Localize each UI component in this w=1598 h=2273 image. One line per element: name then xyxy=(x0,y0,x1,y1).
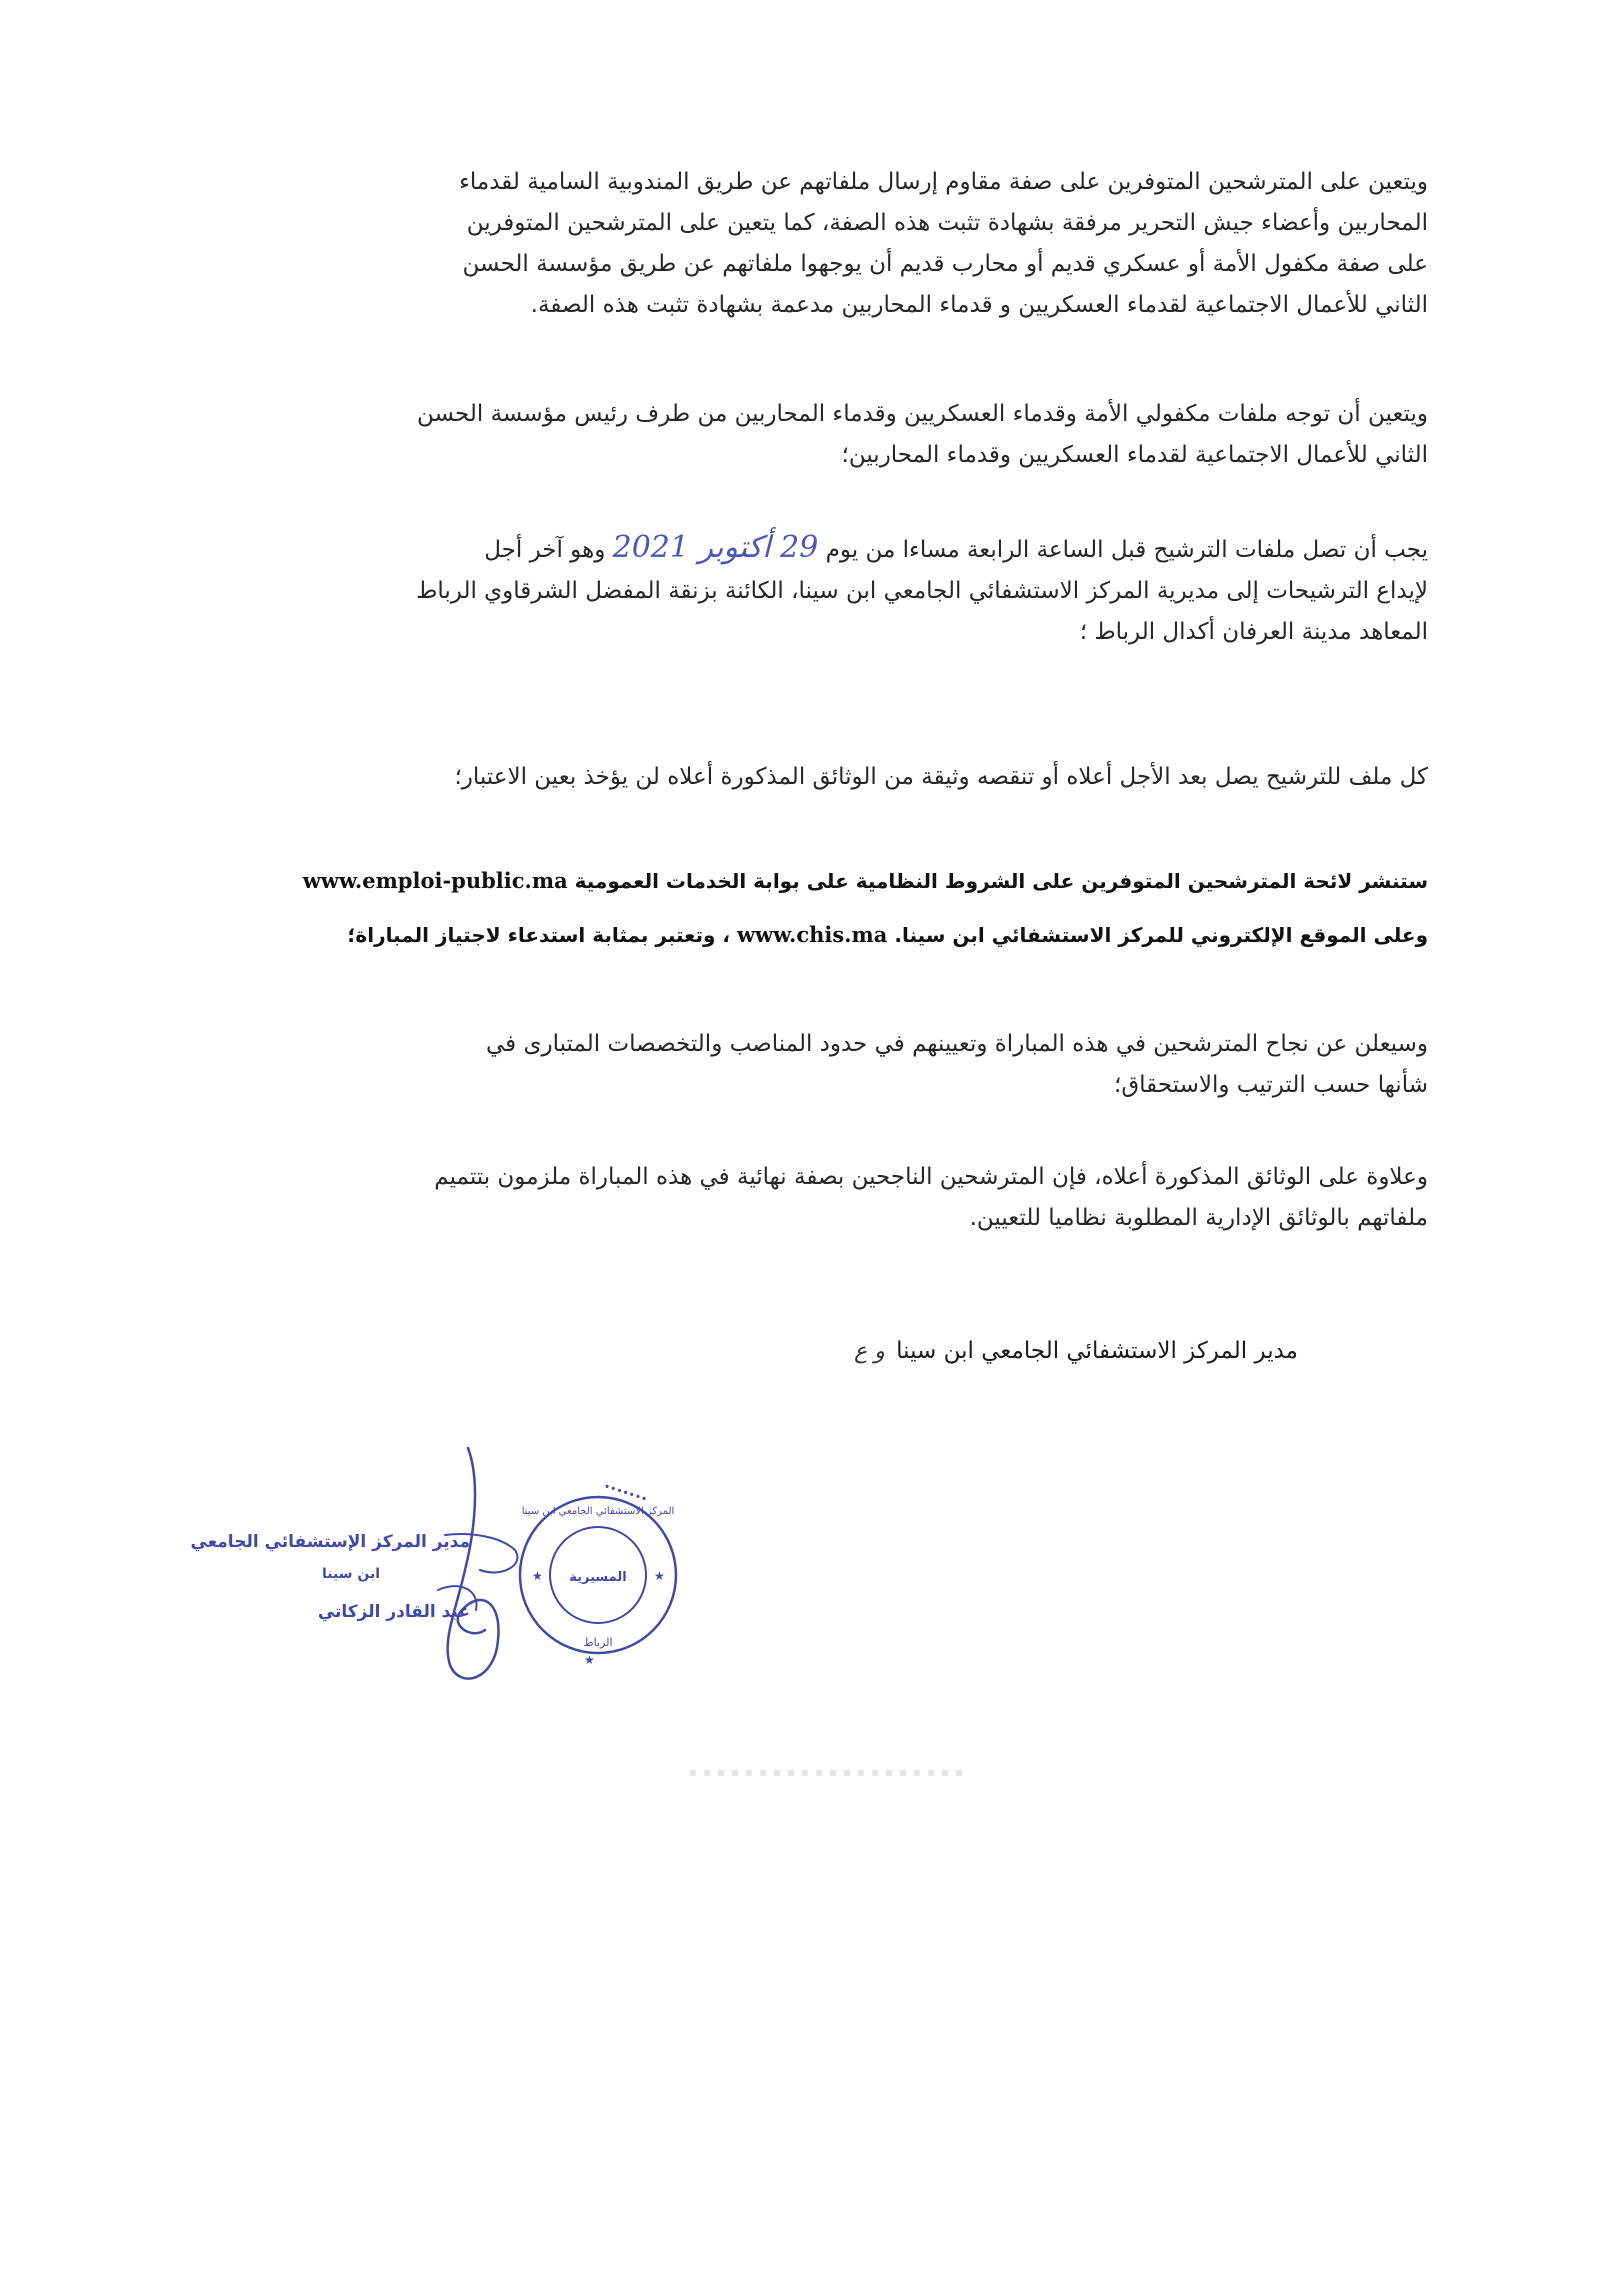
paragraph-publication xyxy=(168,854,1428,962)
paragraph-line: الثاني للأعمال الاجتماعية لقدماء العسكريين وقدماء المحاربين؛ xyxy=(841,442,1428,468)
emploi-public-url[interactable]: www.emploi-public.ma xyxy=(302,868,568,893)
paragraph-line: وعلاوة على الوثائق المذكورة أعلاه، فإن المترشحين الناجحين بصفة نهائية في هذه المباراة ملزمون بتتميم xyxy=(434,1164,1428,1190)
publication-text: وعلى الموقع الإلكتروني للمركز الاستشفائي ابن سينا. xyxy=(894,923,1428,947)
paragraph-additional-documents xyxy=(168,1157,1428,1239)
paragraph-line: ملفاتهم بالوثائق الإدارية المطلوبة نظاميا للتعيين. xyxy=(969,1205,1428,1231)
paragraph-line: كل ملف للترشيح يصل بعد الأجل أعلاه أو تنقصه وثيقة من الوثائق المذكورة أعلاه لن يؤخذ بعين الاعتبار؛ xyxy=(454,764,1428,790)
paragraph-deadline xyxy=(168,527,1428,653)
paragraph-resistance-candidates xyxy=(168,162,1428,326)
paragraph-line xyxy=(168,527,1428,571)
paragraph-line xyxy=(168,854,1428,908)
publication-text: ستنشر لائحة المترشحين المتوفرين على الشروط النظامية على بوابة الخدمات العمومية xyxy=(574,869,1428,893)
svg-text:★: ★ xyxy=(654,1569,665,1583)
stamp-line-title: مدير المركز الإستشفائي الجامعي xyxy=(190,1532,470,1552)
signature-title xyxy=(854,1338,1298,1364)
paragraph-results xyxy=(168,1024,1428,1106)
scan-artifact xyxy=(690,1770,970,1776)
deadline-text-after: وهو آخر أجل xyxy=(484,537,606,563)
seal-icon xyxy=(520,1480,676,1667)
paragraph-foundation-files xyxy=(168,394,1428,476)
handwritten-date: 29 أكتوبر 2021 xyxy=(612,530,819,565)
paragraph-line: المحاربين وأعضاء جيش التحرير مرفقة بشهادة تثبت هذه الصفة، كما يتعين على المترشحين المتوفرين xyxy=(466,210,1428,236)
paragraph-line: شأنها حسب الترتيب والاستحقاق؛ xyxy=(1114,1072,1428,1098)
svg-text:★: ★ xyxy=(584,1653,595,1667)
svg-text:المسيرية: المسيرية xyxy=(569,1570,627,1585)
paragraph-line: المعاهد مدينة العرفان أكدال الرباط ؛ xyxy=(1079,619,1428,645)
svg-text:•••••••: ••••••• xyxy=(601,1479,650,1507)
paragraph-line xyxy=(168,908,1428,962)
paragraph-line: لإيداع الترشيحات إلى مديرية المركز الاستشفائي الجامعي ابن سينا، الكائنة بزنقة المفضل الشرقاوي الرباط xyxy=(416,578,1428,604)
stamp-line-signatory: عبد القادر الزكاتي xyxy=(317,1602,470,1622)
paragraph-line: على صفة مكفول الأمة أو عسكري قديم أو محارب قديم أن يوجهوا ملفاتهم عن طريق مؤسسة الحسن xyxy=(462,251,1428,277)
paragraph-line: ويتعين على المترشحين المتوفرين على صفة مقاوم إرسال ملفاتهم عن طريق المندوبية السامية لقدماء xyxy=(459,169,1428,195)
paragraph-late-files xyxy=(168,757,1428,798)
svg-text:الرباط: الرباط xyxy=(583,1636,613,1649)
deadline-text-before: يجب أن تصل ملفات الترشيح قبل الساعة الرابعة مساءا من يوم xyxy=(825,537,1428,563)
publication-text: ، وتعتبر بمثابة استدعاء لاجتياز المباراة؛ xyxy=(347,923,730,947)
paragraph-line: ويتعين أن توجه ملفات مكفولي الأمة وقدماء العسكريين وقدماء المحاربين من طرف رئيس مؤسسة الحسن xyxy=(417,401,1428,427)
stamp-line-name: ابن سينا xyxy=(322,1566,380,1582)
paragraph-line: وسيعلن عن نجاح المترشحين في هذه المباراة وتعيينهم في حدود المناصب والتخصصات المتبارى في xyxy=(485,1031,1428,1057)
paragraph-line: الثاني للأعمال الاجتماعية لقدماء العسكريين و قدماء المحاربين مدعمة بشهادة تثبت هذه الصفة. xyxy=(530,292,1428,318)
stamp-and-signature xyxy=(180,1440,700,1700)
director-title: مدير المركز الاستشفائي الجامعي ابن سينا xyxy=(896,1338,1298,1364)
chis-url[interactable]: www.chis.ma xyxy=(736,922,888,947)
svg-text:المركز الاستشفائي الجامعي ابن: المركز الاستشفائي الجامعي ابن سينا xyxy=(521,1506,675,1517)
svg-text:★: ★ xyxy=(532,1569,543,1583)
signature-mark: و ع xyxy=(854,1339,885,1364)
signature-stroke-icon xyxy=(180,1440,700,1700)
